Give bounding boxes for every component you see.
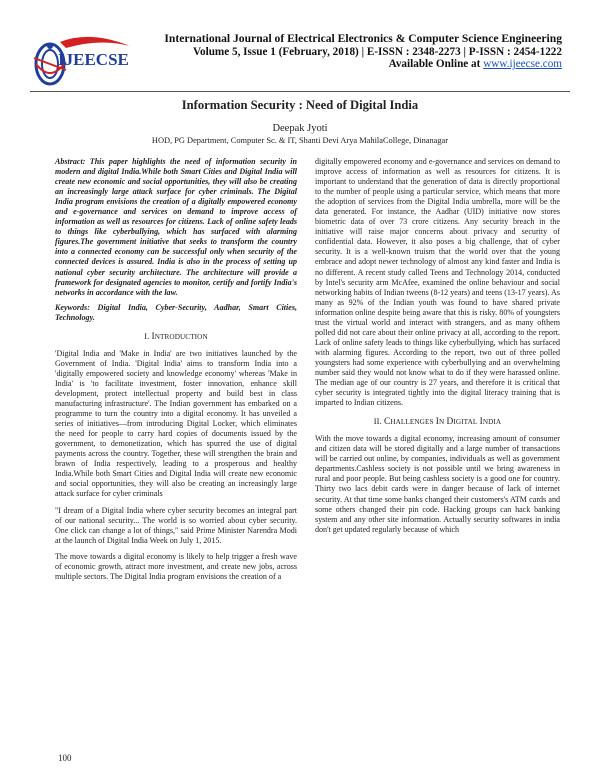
heading-rest: HALLENGES: [390, 418, 434, 427]
author-name: Deepak Jyoti: [272, 123, 328, 134]
digital-economy-paragraph: The move towards a digital economy is likely to help trigger a fresh wave of economic growth, attract more investment, and create new jobs, across multiple sectors. The Digital India program envisions the creation of a: [55, 551, 297, 581]
section-numeral: I.: [144, 331, 150, 341]
intro-paragraph: 'Digital India and 'Make in India' are two initiatives launched by the Government of India. 'Digital India' aims to transform India into a 'digitally empowered society and knowledge economy' whereas 'Make in India' is 'to facilitate investment, foster innovation, enhance skill development, protect intellectual property and build best in class manufacturing infrastructure'. The Indian government has embarked on a programme to turn the country into a digital economy. It has unveiled a series of initiatives—from introducing Digital Locker, which eliminates the need for people to carry hard copies of documents issued by the government, to demonetization, which has spurred the use of digital payments across the country. Together, these will strengthen the brain and brawn of India respectively, leading to a prosperous and healthy India.While both Smart Cities and Digital India will create new economic and social opportunities, they will also be creating an increasingly large attack surface for cyber criminals: [55, 348, 297, 499]
left-column: [55, 157, 297, 588]
journal-logo: [30, 32, 150, 92]
ijeecse-logo-icon: [30, 32, 150, 92]
section-heading-introduction: [55, 332, 297, 342]
heading-initial: I: [479, 417, 483, 428]
available-online-line: [142, 58, 562, 71]
section-heading-challenges: [315, 417, 560, 427]
section-numeral: II.: [373, 417, 382, 427]
volume-issue-line: Volume 5, Issue 1 (February, 2018) | E-ISSN : 2348-2273 | P-ISSN : 2454-1222: [192, 45, 562, 58]
heading-rest: NDIA: [482, 418, 502, 427]
paper-title: Information Security : Need of Digital India: [181, 98, 419, 112]
author-affiliation: HOD, PG Department, Computer Sc. & IT, Shanti Devi Arya MahilaCollege, Dinanagar: [151, 136, 449, 145]
available-online-label: Available Online at: [388, 58, 484, 70]
heading-rest: NTRODUCTION: [154, 332, 208, 341]
security-data-paragraph: digitally empowered economy and e-governance and services on demand to improve access of information as well as resources for citizens. It is important to understand that the generation of data is directly proportional to the number of people using a particular service, which means that more the adoption of services from the Digital India umbrella, more will be the data generated. For instance, the Aadhar (UID) initiative now stores biometric data of over 73 crore citizens. Any security breach in the initiative will raise major concerns about privacy and security of confidential data. However, it also poses a big challenge, that of cyber security. It is a well-known truism that the world over that the young embrace and adopt newer technology of almost any kind faster and India is no different. A recent study called Teens and Technology 2014, conducted by Intel's security arm McAfee, examined the online behaviour and social networking habits of Indian tweens (8-12 years) and teens (13-17 years). As many as 92% of the Indian youth was found to have shared private information online despite being aware that this is risky. 80% of youngsters trust the virtual world and interact with strangers, and as many ofthem polled did not care about their online privacy at all, according to the report. Lack of online safety leads to things like cyberbullying, which has surfaced with alarming figures. According to the report, two out of three polled youngsters had some experience with cyberbullying and an overwhelming number said they would not know what to do if they were harassed online. The median age of our country is 27 years, and therefore it is critical that cyber security is integrated tightly into the digital literacy training that is imparted to Indian citizens.: [315, 157, 560, 408]
heading-initial: I: [435, 417, 440, 428]
keywords: Keywords: Digital India, Cyber-Security, Aadhar, Smart Cities, Technology.: [55, 302, 297, 322]
journal-title: International Journal of Electrical Electronics & Computer Science Engineering: [164, 32, 562, 45]
right-column: [315, 157, 560, 541]
heading-initial: I: [151, 331, 155, 342]
journal-website-link[interactable]: www.ijeecse.com: [483, 58, 562, 70]
page-number: 100: [58, 753, 72, 763]
modi-quote-paragraph: "I dream of a Digital India where cyber security becomes an integral part of our national security... The world is so worried about cyber security. One click can change a lot of things," said Prime Minister Narendra Modi at the launch of Digital India Week on July 1, 2015.: [55, 505, 297, 545]
heading-initial: D: [446, 417, 454, 428]
heading-initial: C: [383, 417, 391, 428]
logo-text: IJEECSE: [58, 50, 129, 69]
journal-header: [142, 33, 562, 71]
heading-rest: N: [439, 418, 445, 427]
heading-rest: IGITAL: [453, 418, 478, 427]
challenges-paragraph: With the move towards a digital economy, increasing amount of consumer and citizen data will be stored digitally and a large number of transactions will be carried out online, by companies, individuals as well as government departments.Cashless society is not possible until we bring awareness in rural and poor people. But being cashless society is a good one for country. Thirty two lacs debit cards were in danger because of lack of internet security. At that time some banks changed their customers's ATM cards and some others changed their pin code. Hacking groups can hack banking system and any other site information. Actually security softwares in india don't get updated regularly because of which: [315, 434, 560, 534]
abstract: Abstract: This paper highlights the need of information security in modern and digital India.While both Smart Cities and Digital India will create new economic and social opportunities, they will also be creating an increasingly large attack surface for cyber criminals. The Digital India program envisions the creation of a digitally empowered economy and e-governance and services on demand to improve access of information as well as resources for citizens. Lack of online safety leads to things like cyberbullying, which has surfaced with alarming figures.The government initiative that seeks to transform the country into a connected economy can be successful only when security of the connected devices is assured. India is also in the process of setting up national cyber security architecture. The architecture will provide a framework for designated agencies to monitor, certify and fortify India's networks in accordance with the law.: [55, 157, 297, 297]
header-divider: [30, 91, 570, 92]
